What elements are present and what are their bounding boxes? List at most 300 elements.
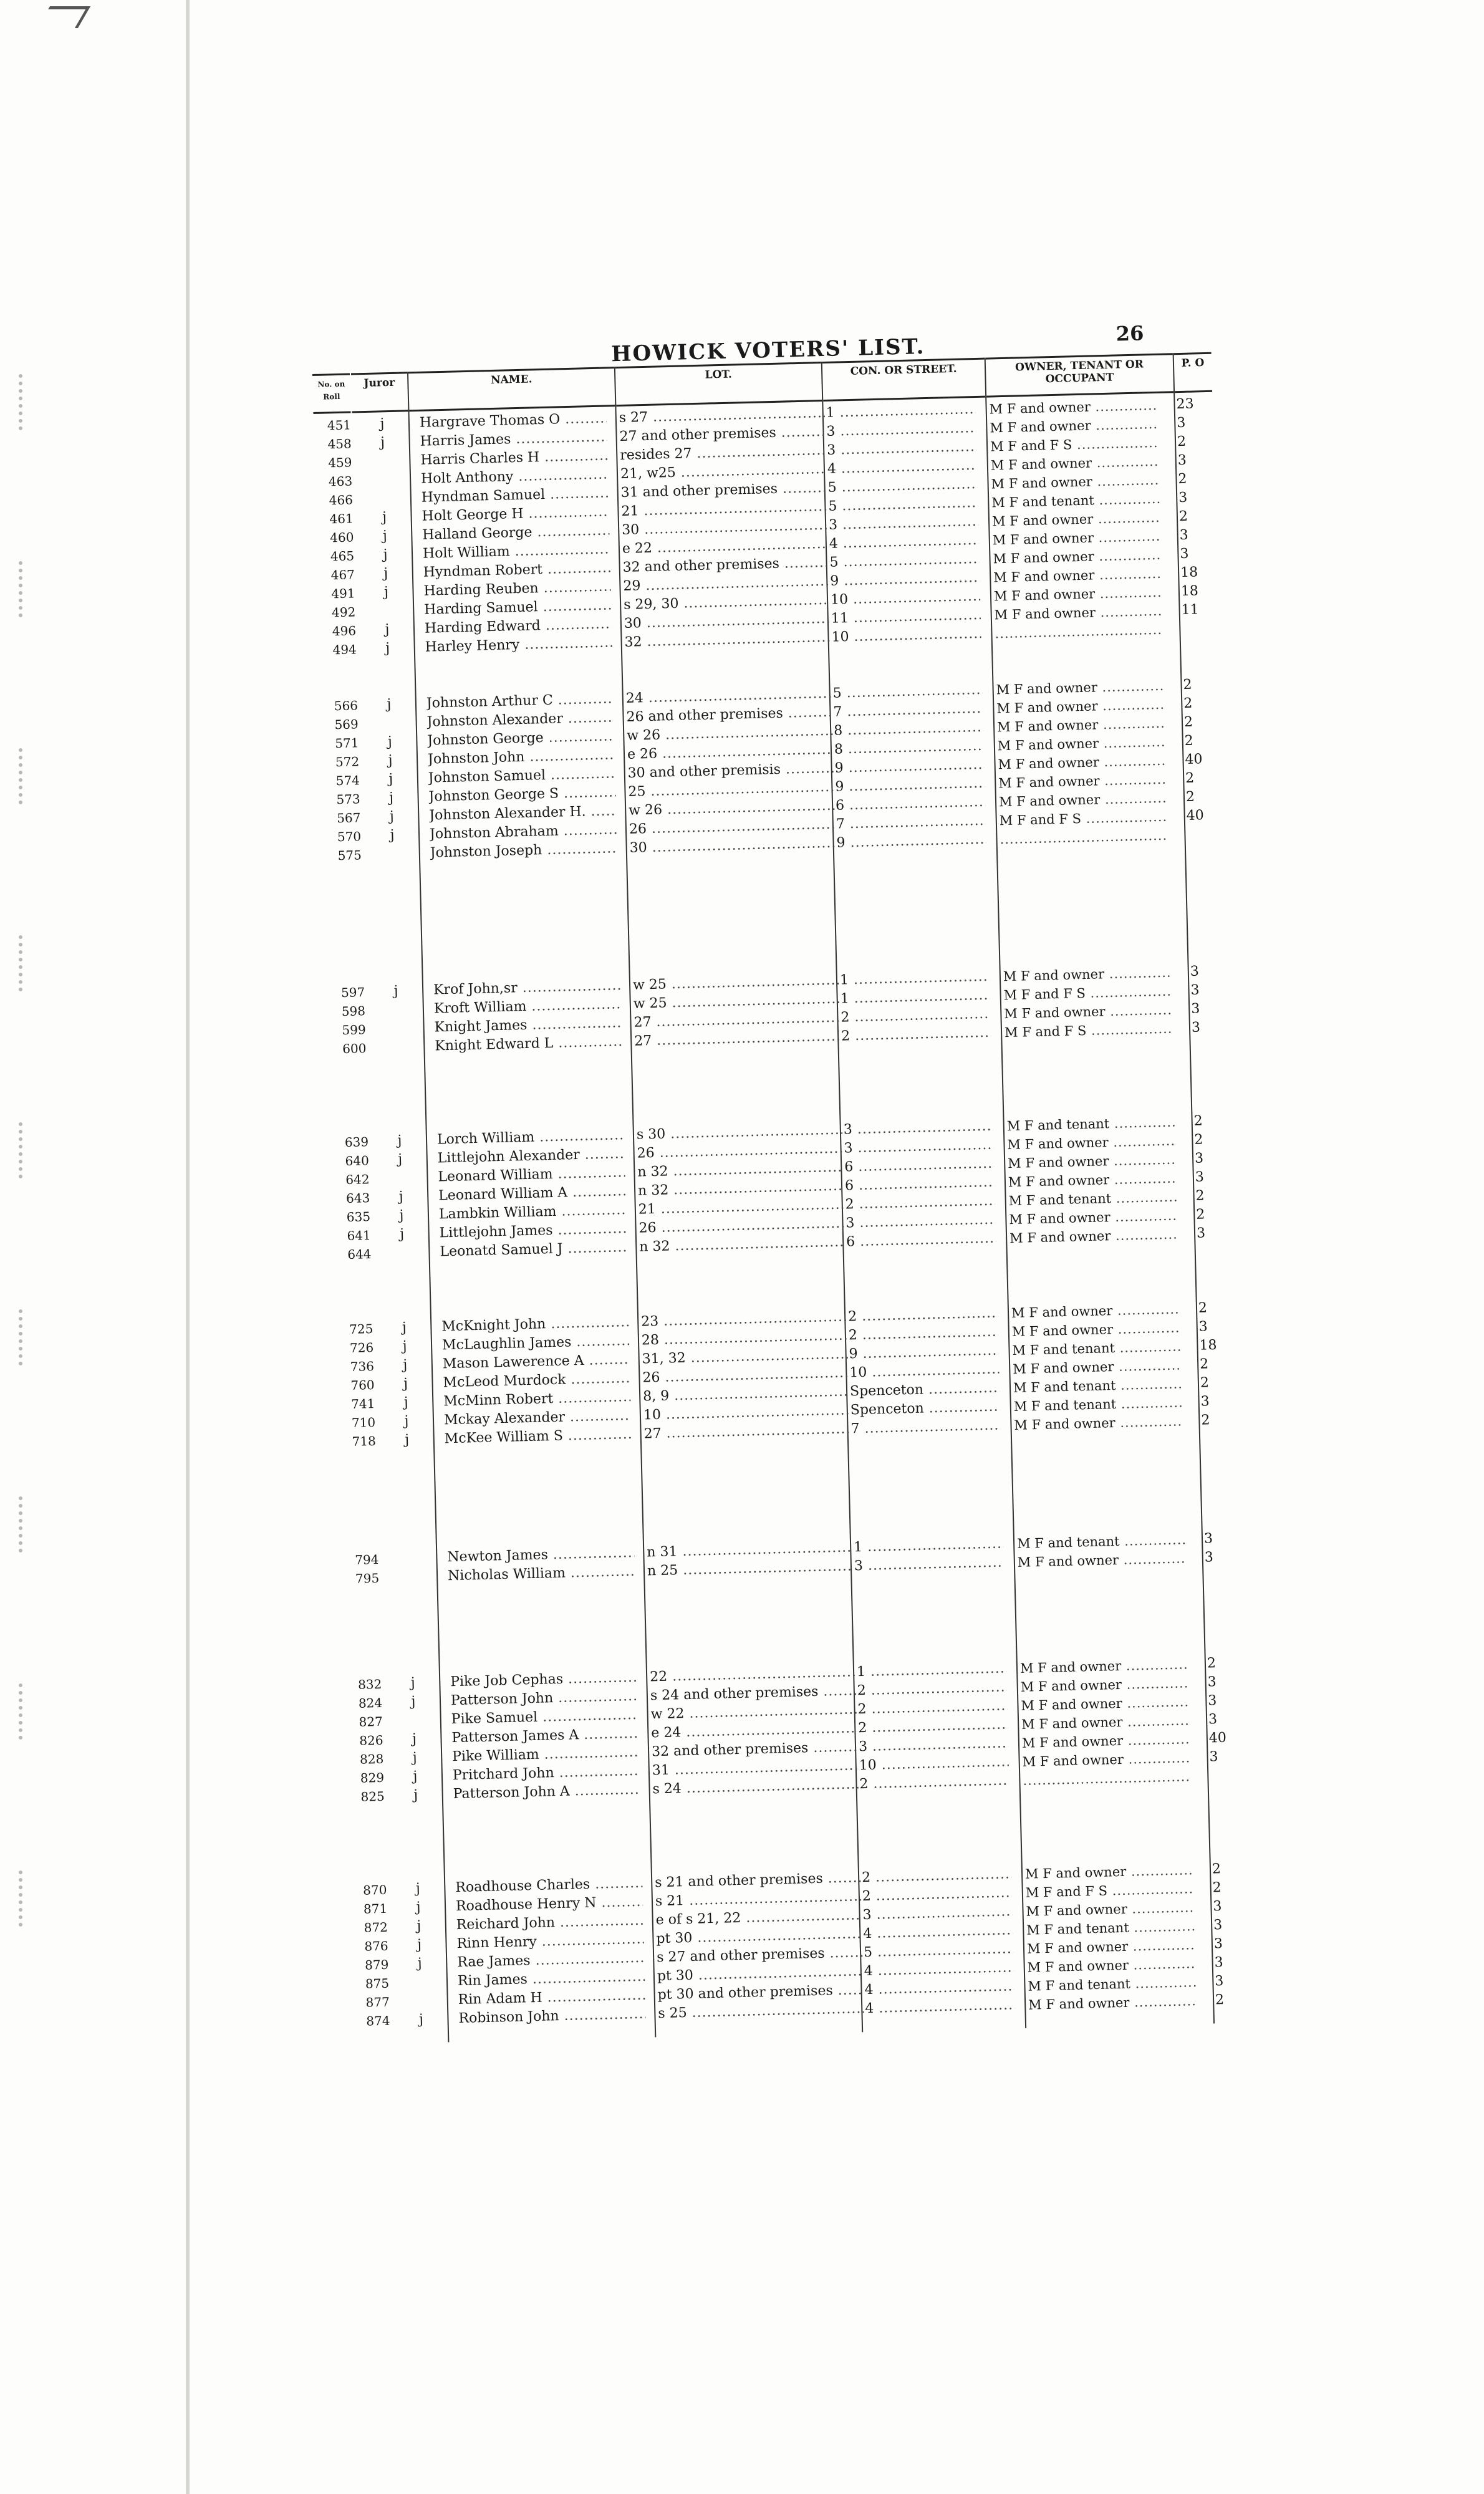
- owner-status: M F and owner .....: [990, 416, 1159, 436]
- concession: 2 .....: [857, 1698, 1008, 1718]
- lot: 30 .....: [622, 518, 828, 539]
- owner-status: M F and owner .....: [992, 509, 1161, 530]
- post-office: 40: [1185, 751, 1203, 768]
- juror-mark: [387, 1002, 406, 1003]
- owner-status: M F and F S .....: [999, 809, 1168, 829]
- concession: 4 .....: [864, 1978, 1014, 1998]
- voter-name: Lambkin William .....: [439, 1202, 627, 1223]
- concession: 6 .....: [846, 1231, 996, 1251]
- roll-number: 736: [350, 1359, 375, 1374]
- voter-name: Roadhouse Henry N .....: [456, 1894, 643, 1915]
- owner-status: M F and owner .....: [991, 453, 1160, 474]
- roll-number: 566: [334, 698, 359, 714]
- lot: 25 .....: [628, 779, 834, 801]
- roll-number: 496: [332, 623, 357, 639]
- post-office: 3: [1213, 1899, 1222, 1915]
- roll-number: 461: [329, 511, 354, 527]
- voter-name: Patterson John A .....: [453, 1782, 640, 1803]
- post-office: 3: [1208, 1693, 1217, 1709]
- post-office: 3: [1208, 1712, 1218, 1728]
- roll-number: 573: [336, 791, 360, 807]
- concession: 1 .....: [854, 1536, 1004, 1556]
- juror-mark: j: [403, 1394, 409, 1410]
- lot: s 21 and other premises .....: [655, 1870, 861, 1891]
- juror-mark: [373, 453, 392, 454]
- owner-status: M F and tenant .....: [1008, 1189, 1177, 1210]
- roll-number: 877: [365, 1994, 390, 2010]
- concession: 5 .....: [828, 495, 978, 515]
- voter-name: Mckay Alexander .....: [444, 1408, 632, 1428]
- post-office: 23: [1176, 396, 1194, 413]
- owner-status: M F and owner .....: [1011, 1301, 1180, 1321]
- voter-name: McKee William S .....: [444, 1427, 632, 1447]
- concession: 2 .....: [857, 1679, 1008, 1699]
- lot: w 26 .....: [629, 798, 835, 819]
- owner-status: M F and owner .....: [1009, 1226, 1178, 1246]
- roll-number: 570: [337, 829, 362, 845]
- lot: s 24 and other premises .....: [650, 1683, 857, 1704]
- lot: 27 .....: [643, 1421, 850, 1442]
- owner-status: M F and owner .....: [1004, 1002, 1173, 1023]
- juror-mark: j: [405, 1432, 410, 1448]
- juror-mark: j: [417, 1937, 422, 1953]
- voter-name: Krof John,sr .....: [433, 978, 621, 998]
- concession: 2 .....: [862, 1885, 1013, 1905]
- juror-mark: j: [387, 734, 393, 750]
- concession: 6 .....: [836, 794, 986, 814]
- voter-name: Newton James .....: [447, 1545, 635, 1566]
- lot: n 32 .....: [637, 1160, 844, 1181]
- lot: 30 .....: [629, 835, 836, 857]
- owner-status: M F and owner .....: [1027, 1955, 1196, 1976]
- voter-name: Rinn Henry .....: [456, 1932, 644, 1952]
- lot: 21 .....: [621, 499, 827, 520]
- roll-number: 725: [349, 1321, 373, 1337]
- lot: 22 .....: [650, 1664, 856, 1685]
- owner-status: M F and owner .....: [1013, 1357, 1182, 1377]
- concession: 5 .....: [829, 551, 980, 571]
- lot: 24 .....: [626, 686, 832, 707]
- roll-number: 494: [332, 642, 357, 658]
- juror-mark: j: [404, 1413, 409, 1429]
- concession: 9 .....: [830, 570, 980, 590]
- juror-mark: j: [403, 1375, 408, 1392]
- post-office: [1182, 620, 1231, 621]
- voter-name: Harding Samuel .....: [424, 597, 612, 618]
- post-office: 18: [1180, 583, 1199, 600]
- post-office: 2: [1194, 1132, 1203, 1148]
- lot: 32 and other premises .....: [652, 1739, 858, 1760]
- owner-status: M F and owner .....: [993, 566, 1162, 586]
- lot: pt 30 .....: [656, 1926, 862, 1947]
- lot: w 25 .....: [633, 973, 839, 994]
- concession: Spenceton .....: [850, 1380, 1000, 1400]
- voter-name: Roadhouse Charles .....: [455, 1875, 643, 1896]
- post-office: 3: [1195, 1169, 1205, 1185]
- lot: w 25 .....: [634, 991, 840, 1013]
- lot: 21 .....: [638, 1197, 845, 1218]
- roll-number: 567: [336, 810, 361, 826]
- juror-mark: j: [388, 790, 394, 806]
- owner-status: M F and owner .....: [1020, 1656, 1189, 1677]
- owner-status: M F and owner .....: [1022, 1750, 1191, 1770]
- owner-status: M F and F S .....: [990, 435, 1159, 455]
- lot: 26 .....: [638, 1216, 845, 1237]
- post-office: 2: [1207, 1655, 1217, 1672]
- juror-mark: [380, 715, 398, 716]
- lot: resides 27 .....: [620, 443, 826, 464]
- lot: 26 .....: [642, 1365, 849, 1386]
- voter-name: Holt Anthony .....: [421, 466, 609, 487]
- owner-status: M F and tenant .....: [1006, 1114, 1175, 1135]
- roll-number: 466: [329, 492, 354, 508]
- lot: e 26 .....: [627, 742, 834, 763]
- post-office: 3: [1196, 1225, 1206, 1241]
- roll-number: 467: [330, 567, 355, 583]
- concession: 5 .....: [827, 476, 978, 496]
- juror-mark: j: [399, 1226, 405, 1242]
- concession: 8 .....: [834, 738, 985, 758]
- post-office: 3: [1200, 1394, 1210, 1410]
- post-office: 2: [1178, 471, 1187, 488]
- lot: 21, w25 .....: [620, 461, 827, 483]
- concession: 3 .....: [829, 514, 979, 534]
- roll-number: 794: [354, 1551, 379, 1567]
- roll-number: 642: [345, 1172, 370, 1188]
- post-office: 3: [1191, 1019, 1201, 1036]
- owner-status: M F and owner .....: [1008, 1170, 1177, 1191]
- concession: 3 .....: [827, 439, 977, 459]
- voter-name: Patterson James A .....: [451, 1726, 639, 1746]
- juror-mark: j: [387, 696, 392, 713]
- roll-number: 598: [341, 1003, 366, 1019]
- owner-status: M F and tenant .....: [1013, 1394, 1182, 1415]
- roll-number: 826: [359, 1732, 383, 1748]
- concession: 8 .....: [834, 720, 984, 739]
- owner-status: M F and owner .....: [1007, 1133, 1176, 1153]
- juror-mark: j: [399, 1207, 404, 1223]
- juror-mark: j: [390, 827, 395, 844]
- col-lot: LOT.: [615, 362, 822, 407]
- juror-mark: j: [416, 1899, 421, 1915]
- lot: n 32 .....: [638, 1178, 844, 1200]
- juror-mark: [400, 1550, 419, 1551]
- roll-number: 795: [355, 1570, 380, 1586]
- lot: 10 .....: [643, 1402, 850, 1423]
- post-office: 2: [1177, 433, 1187, 450]
- post-office: 3: [1214, 1955, 1223, 1971]
- post-office: 3: [1213, 1936, 1223, 1952]
- roll-number: 876: [364, 1938, 388, 1954]
- owner-status: M F and F S .....: [1026, 1880, 1195, 1901]
- voter-name: Johnston Samuel .....: [428, 766, 616, 786]
- voter-name: Reichard John .....: [456, 1913, 644, 1933]
- owner-status: M F and owner .....: [989, 397, 1158, 418]
- juror-mark: j: [385, 640, 390, 657]
- owner-status: M F and owner .....: [997, 715, 1166, 736]
- owner-status: M F and owner .....: [993, 547, 1162, 567]
- juror-mark: j: [388, 771, 393, 787]
- lot: 26 .....: [637, 1141, 843, 1162]
- concession: 3 .....: [844, 1137, 994, 1157]
- col-juror: Juror: [351, 372, 408, 413]
- voter-name: Rae James .....: [457, 1950, 645, 1971]
- owner-status: M F and owner .....: [1021, 1712, 1190, 1733]
- concession: 4 .....: [863, 1922, 1013, 1942]
- roll-number: 574: [335, 773, 360, 789]
- lot: s 29, 30 .....: [624, 592, 830, 614]
- owner-status: M F and owner .....: [998, 753, 1167, 773]
- juror-mark: j: [410, 1675, 416, 1691]
- voter-name: Knight Edward L .....: [435, 1034, 622, 1054]
- voter-name: Leonard William A .....: [438, 1183, 626, 1204]
- concession: 2 .....: [841, 1006, 991, 1026]
- roll-number: 640: [345, 1153, 370, 1169]
- concession: 2 .....: [845, 1193, 995, 1213]
- lot: e 24 .....: [651, 1720, 857, 1741]
- lot: pt 30 .....: [657, 1963, 864, 1985]
- owner-status: M F and owner .....: [1014, 1413, 1183, 1433]
- post-office: 3: [1179, 527, 1189, 544]
- post-office: 2: [1201, 1412, 1210, 1428]
- lot: s 21 .....: [655, 1889, 862, 1910]
- juror-mark: j: [418, 2011, 424, 2028]
- lot: s 27 and other premises .....: [657, 1945, 863, 1966]
- owner-status: M F and owner .....: [1018, 1550, 1187, 1571]
- voter-name: Hyndman Samuel .....: [422, 485, 609, 506]
- lot: 23 .....: [641, 1309, 847, 1331]
- owner-status: M F and tenant .....: [991, 491, 1160, 511]
- juror-mark: j: [413, 1768, 418, 1784]
- juror-mark: j: [402, 1338, 407, 1354]
- roll-number: 600: [342, 1041, 367, 1057]
- juror-mark: j: [383, 547, 388, 563]
- concession: 5 .....: [832, 682, 983, 702]
- page-number: 26: [1115, 321, 1144, 346]
- juror-mark: j: [393, 983, 398, 999]
- post-office: 3: [1190, 982, 1200, 998]
- lot: n 31 .....: [647, 1539, 853, 1561]
- juror-mark: [383, 846, 402, 847]
- concession: 3 .....: [854, 1554, 1005, 1574]
- juror-mark: j: [417, 1918, 422, 1934]
- owner-status: M F and owner .....: [1008, 1152, 1177, 1172]
- owner-status: M F and owner .....: [991, 472, 1160, 493]
- owner-status: M F and owner .....: [998, 734, 1167, 754]
- juror-mark: j: [382, 528, 388, 544]
- lot: e of s 21, 22 .....: [655, 1907, 862, 1928]
- juror-mark: j: [402, 1319, 407, 1336]
- juror-mark: [374, 472, 393, 473]
- post-office: 3: [1177, 452, 1187, 469]
- concession: 10 .....: [849, 1362, 1000, 1382]
- roll-number: 643: [345, 1190, 370, 1206]
- voter-name: Harley Henry .....: [425, 635, 612, 655]
- post-office: 2: [1212, 1880, 1222, 1896]
- voter-name: Mason Lawerence A .....: [443, 1352, 630, 1372]
- voter-name: Patterson John .....: [451, 1688, 638, 1709]
- lot: e 22 .....: [622, 536, 829, 557]
- voter-name: Holt William .....: [423, 541, 610, 562]
- col-no: No. on Roll: [312, 373, 351, 414]
- owner-status: M F and F S .....: [1003, 983, 1172, 1004]
- concession: 10 .....: [831, 626, 981, 646]
- juror-mark: j: [411, 1693, 416, 1710]
- post-office: 2: [1193, 1113, 1203, 1129]
- voter-name: Harding Reuben .....: [423, 579, 611, 599]
- concession: 9 .....: [834, 757, 985, 777]
- concession: 7 .....: [833, 701, 983, 721]
- juror-mark: j: [398, 1151, 403, 1168]
- roll-number: 872: [364, 1919, 388, 1935]
- post-office: 3: [1178, 489, 1188, 506]
- post-office: 2: [1199, 1356, 1209, 1372]
- lot: s 25 .....: [658, 2001, 864, 2022]
- concession: 6 .....: [844, 1156, 995, 1176]
- juror-mark: [377, 603, 396, 604]
- concession: 11 .....: [831, 607, 981, 627]
- concession: 10 .....: [831, 589, 981, 609]
- owner-status: M F and tenant .....: [1026, 1918, 1195, 1938]
- page-title: HOWICK VOTERS' LIST.: [610, 334, 925, 367]
- post-office: [1187, 826, 1236, 827]
- juror-mark: [404, 1712, 423, 1713]
- juror-mark: j: [380, 416, 385, 432]
- roll-number: 641: [347, 1228, 372, 1244]
- roll-number: 874: [366, 2013, 390, 2029]
- post-office: 2: [1185, 770, 1195, 786]
- voters-list-sheet: [312, 321, 1241, 2157]
- owner-status: [995, 622, 1164, 642]
- owner-status: M F and owner .....: [1026, 1899, 1195, 1920]
- voter-name: Rin Adam H .....: [458, 1988, 645, 2008]
- owner-status: M F and owner .....: [1003, 965, 1172, 985]
- post-office: 2: [1183, 676, 1192, 693]
- owner-status: M F and owner .....: [1022, 1731, 1191, 1751]
- owner-status: M F and owner .....: [996, 696, 1165, 717]
- post-office: 18: [1199, 1337, 1217, 1354]
- post-office: 2: [1200, 1375, 1210, 1391]
- roll-number: 710: [351, 1415, 376, 1430]
- post-office: 2: [1195, 1188, 1205, 1204]
- voter-name: Pritchard John .....: [453, 1763, 640, 1784]
- roll-number: 760: [350, 1377, 375, 1393]
- lot: 8, 9 .....: [643, 1384, 849, 1405]
- post-office: 3: [1207, 1674, 1217, 1690]
- voter-name: Johnston Joseph .....: [430, 840, 617, 861]
- roll-number: 458: [327, 436, 352, 452]
- owner-status: M F and owner .....: [1020, 1675, 1189, 1695]
- roll-number: 828: [359, 1751, 384, 1767]
- roll-number: 832: [357, 1676, 382, 1692]
- owner-status: M F and owner .....: [1028, 1993, 1197, 2013]
- lot: 31 and other premises .....: [620, 480, 827, 501]
- juror-mark: j: [389, 809, 395, 825]
- post-office: 2: [1185, 789, 1195, 805]
- concession: 2 .....: [849, 1324, 999, 1344]
- voter-name: Johnston George S .....: [428, 784, 616, 805]
- roll-number: 459: [327, 455, 352, 471]
- owner-status: M F and owner .....: [1009, 1207, 1178, 1228]
- lot: 26 and other premises .....: [626, 705, 832, 726]
- roll-number: 639: [344, 1134, 369, 1150]
- owner-status: M F and owner .....: [999, 790, 1168, 811]
- voter-name: Hyndman Robert .....: [423, 560, 611, 580]
- post-office: 2: [1184, 733, 1194, 749]
- owner-status: [1000, 827, 1168, 848]
- post-office: 2: [1212, 1861, 1221, 1877]
- post-office: 3: [1204, 1549, 1214, 1566]
- voter-name: Leonard William .....: [438, 1165, 625, 1185]
- col-po: P. O: [1174, 352, 1213, 393]
- col-con: CON. OR STREET.: [822, 358, 985, 402]
- voter-name: McKnight John .....: [441, 1314, 629, 1335]
- roll-number: 870: [362, 1882, 387, 1898]
- voter-name: Harris James .....: [420, 429, 607, 450]
- juror-mark: j: [412, 1731, 417, 1747]
- col-name: NAME.: [408, 367, 615, 412]
- juror-mark: j: [383, 566, 388, 582]
- concession: 3 .....: [826, 420, 976, 440]
- post-office: 11: [1181, 602, 1199, 619]
- concession: 4 .....: [827, 458, 978, 478]
- concession: 9 .....: [835, 776, 985, 796]
- lot: 27 .....: [634, 1010, 840, 1031]
- roll-number: 871: [363, 1900, 388, 1917]
- owner-status: M F and owner .....: [1027, 1937, 1196, 1957]
- page-fold: [186, 0, 190, 2494]
- roll-number: 569: [334, 716, 359, 733]
- voter-name: Halland George .....: [422, 522, 610, 543]
- roll-number: 465: [330, 548, 355, 564]
- roll-number: 718: [352, 1433, 377, 1449]
- lot: s 24 .....: [652, 1776, 859, 1798]
- voter-name: Rin James .....: [458, 1969, 645, 1990]
- voter-name: Johnston Alexander .....: [426, 710, 614, 730]
- owner-status: M F and tenant .....: [1013, 1375, 1182, 1396]
- post-office: 2: [1183, 714, 1193, 730]
- concession: 3 .....: [846, 1212, 996, 1232]
- voter-name: Johnston Arthur C .....: [426, 691, 614, 711]
- post-office: 3: [1177, 415, 1186, 431]
- lot: w 22 .....: [650, 1702, 857, 1723]
- owner-status: M F and tenant .....: [1012, 1338, 1181, 1359]
- concession: 2 .....: [859, 1773, 1009, 1793]
- post-office: 3: [1215, 1973, 1224, 1990]
- voter-name: Lorch William .....: [437, 1127, 625, 1148]
- voter-name: Johnston Alexander H. .....: [429, 803, 617, 824]
- post-office: 40: [1186, 807, 1205, 824]
- concession: 3 .....: [859, 1735, 1009, 1755]
- post-office: 3: [1213, 1917, 1223, 1933]
- owner-status: M F and owner .....: [994, 584, 1163, 605]
- voter-name: Harris Charles H .....: [420, 448, 608, 468]
- lot: s 27 .....: [619, 405, 826, 426]
- owner-status: M F and owner .....: [1025, 1862, 1194, 1882]
- concession: 1 .....: [857, 1660, 1007, 1680]
- owner-status: M F and owner .....: [1012, 1319, 1181, 1340]
- voter-name: McLaughlin James .....: [442, 1333, 630, 1354]
- juror-mark: j: [398, 1188, 403, 1205]
- roll-number: 635: [346, 1209, 371, 1225]
- roll-number: 827: [359, 1713, 383, 1730]
- owner-status: M F and owner .....: [998, 771, 1167, 792]
- juror-mark: j: [413, 1787, 418, 1803]
- juror-mark: [393, 1245, 412, 1246]
- concession: 2 .....: [841, 1025, 991, 1045]
- juror-mark: j: [417, 1955, 423, 1972]
- concession: 2 .....: [848, 1306, 998, 1326]
